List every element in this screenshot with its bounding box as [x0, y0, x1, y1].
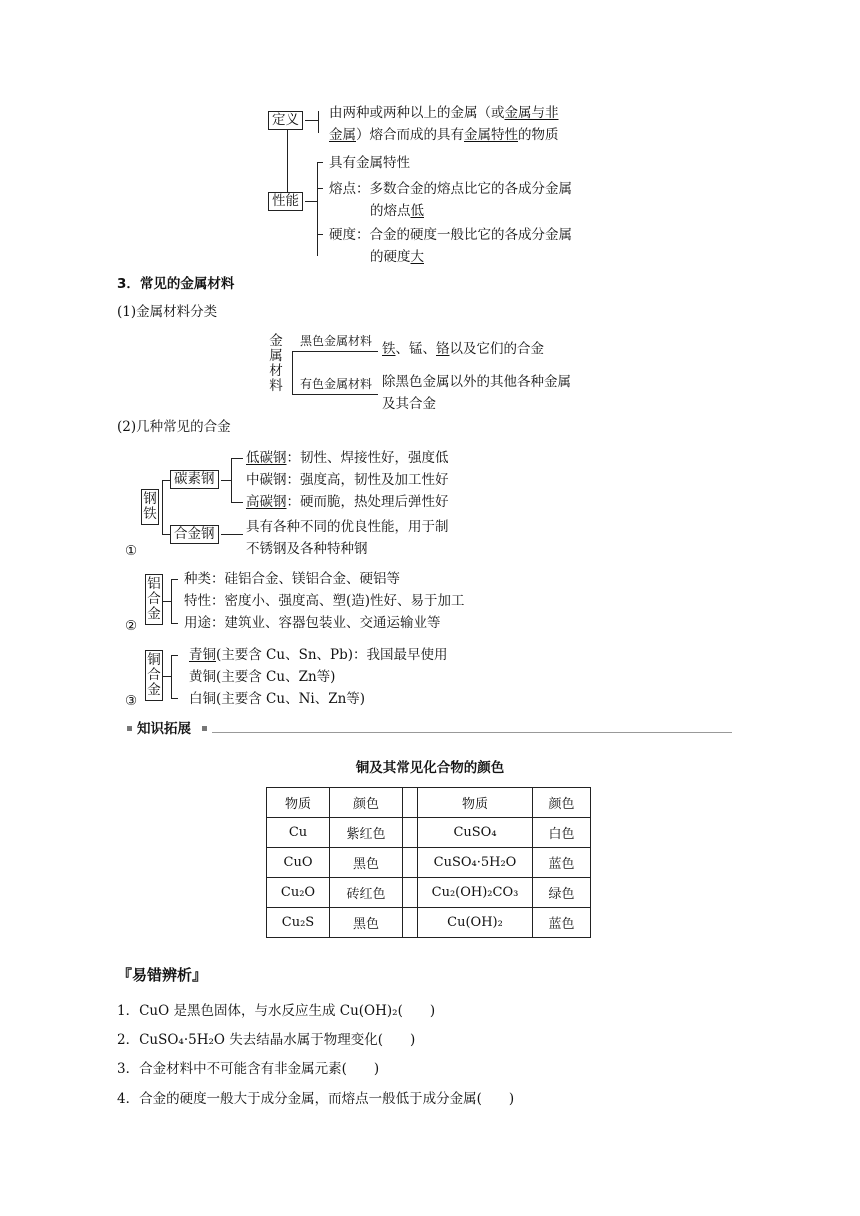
property-metal: 具有金属特性 [329, 155, 410, 171]
table-cell: 蓝色 [533, 908, 591, 938]
mistake-item: 1．CuO 是黑色固体，与水反应生成 Cu(OH)₂( ) [117, 1003, 436, 1019]
bracket-tick [317, 188, 323, 189]
bracket-tick [162, 480, 170, 481]
root-char: 金 [269, 333, 283, 349]
table-cell: 紫红色 [330, 818, 403, 848]
table-row [267, 878, 591, 908]
connector-line [163, 601, 171, 602]
header-cell: 物质 [267, 788, 330, 818]
connector-line [287, 130, 288, 192]
subsection-1-title: (1)金属材料分类 [117, 304, 218, 320]
root-char: 金 [147, 606, 161, 622]
nonferrous-desc-2: 及其合金 [382, 396, 436, 412]
alloy-steel-label: 合金钢 [170, 525, 219, 544]
root-char: 合 [147, 591, 161, 607]
divider-cell [403, 848, 418, 878]
connector-line [221, 534, 243, 535]
bracket-line [317, 162, 318, 256]
mistake-item: 2．CuSO₄·5H₂O 失去结晶水属于物理变化( ) [117, 1032, 416, 1048]
bracket-left: 『 [117, 966, 133, 984]
copper-colors-table [266, 787, 591, 938]
header-cell: 颜色 [330, 788, 403, 818]
table-cell: CuSO₄ [418, 818, 533, 848]
bronze: 青铜(主要含 Cu、Sn、Pb)：我国最早使用 [189, 647, 448, 663]
table-cell: 砖红色 [330, 878, 403, 908]
table-cell: 蓝色 [533, 848, 591, 878]
table-cell: Cu₂O [267, 878, 330, 908]
brass: 黄铜(主要含 Cu、Zn等) [189, 669, 336, 685]
bracket-line [231, 458, 232, 502]
root-char: 合 [147, 667, 161, 683]
property-melting-line-2: 的熔点低 [370, 203, 424, 219]
bracket-tick [171, 579, 178, 580]
table-cell: 白色 [533, 818, 591, 848]
nonferrous-desc-1: 除黑色金属以外的其他各种金属 [382, 374, 571, 390]
connector-line [163, 676, 171, 677]
property-melting-line-1: 熔点：多数合金的熔点比它的各成分金属 [329, 181, 572, 197]
subsection-2-title: (2)几种常见的合金 [117, 419, 231, 435]
header-rule [212, 732, 732, 733]
item-number: ② [125, 618, 138, 634]
alloy-steel-desc-2: 不锈钢及各种特种钢 [246, 541, 368, 557]
branch-line [292, 351, 378, 352]
aluminum-uses: 用途：建筑业、容器包装业、交通运输业等 [184, 615, 441, 631]
divider-cell [403, 818, 418, 848]
root-char: 铜 [147, 652, 161, 668]
bracket-line [318, 111, 319, 133]
low-carbon-steel: 低碳钢：韧性、焊接性好，强度低 [246, 450, 449, 466]
table-cell: Cu₂S [267, 908, 330, 938]
bracket-line [292, 351, 293, 395]
ferrous-label: 黑色金属材料 [300, 334, 373, 348]
bracket-tick [171, 623, 178, 624]
mistakes-title: 易错辨析 [132, 966, 193, 984]
properties-label: 性能 [268, 192, 303, 211]
ferrous-desc: 铁、锰、铬以及它们的合金 [382, 341, 544, 357]
bracket-line [171, 579, 172, 623]
bracket-line [162, 480, 163, 534]
divider-cell [403, 908, 418, 938]
aluminum-types: 种类：硅铝合金、镁铝合金、硬铝等 [184, 571, 400, 587]
bracket-tick [171, 698, 178, 699]
high-carbon-steel: 高碳钢：硬而脆，热处理后弹性好 [246, 494, 449, 510]
bracket-right: 』 [192, 966, 208, 984]
divider-cell [403, 788, 418, 818]
item-number: ③ [125, 693, 138, 709]
table-title: 铜及其常见化合物的颜色 [355, 760, 505, 776]
connector-line [305, 120, 319, 121]
definition-line-1: 由两种或两种以上的金属（或金属与非 [329, 105, 559, 121]
bracket-tick [317, 234, 323, 235]
steel-root [141, 489, 159, 525]
definition-line-2: 金属）熔合而成的具有金属特性的物质 [329, 127, 559, 143]
bracket-tick [231, 502, 243, 503]
table-cell: Cu(OH)₂ [418, 908, 533, 938]
bracket-line [171, 655, 172, 698]
definition-label: 定义 [268, 111, 303, 130]
property-hardness-line-2: 的硬度大 [370, 249, 424, 265]
divider-cell [403, 878, 418, 908]
section-3-title: 3．常见的金属材料 [117, 276, 235, 292]
table-cell: 绿色 [533, 878, 591, 908]
table-header-row [267, 788, 591, 818]
table-cell: 黑色 [330, 848, 403, 878]
cupronickel: 白铜(主要含 Cu、Ni、Zn等) [189, 691, 366, 707]
item-number: ① [125, 543, 138, 559]
aluminum-properties: 特性：密度小、强度高、塑(造)性好、易于加工 [184, 593, 465, 609]
table-cell: Cu₂(OH)₂CO₃ [418, 878, 533, 908]
root-char: 铁 [143, 506, 157, 522]
table-cell: CuO [267, 848, 330, 878]
mistakes-header [117, 966, 207, 984]
root-char: 料 [269, 378, 283, 394]
medium-carbon-steel: 中碳钢：强度高，韧性及加工性好 [246, 472, 449, 488]
carbon-steel-label: 碳素钢 [170, 470, 219, 489]
header-cell: 颜色 [533, 788, 591, 818]
header-dot [127, 726, 132, 731]
connector-line [221, 480, 231, 481]
bracket-tick [231, 458, 243, 459]
root-char: 铝 [147, 576, 161, 592]
root-char: 金 [147, 682, 161, 698]
property-hardness-line-1: 硬度：合金的硬度一般比它的各成分金属 [329, 227, 572, 243]
table-cell: 黑色 [330, 908, 403, 938]
bracket-tick [162, 534, 170, 535]
root-char: 属 [269, 348, 283, 364]
branch-line [292, 394, 378, 395]
header-cell: 物质 [418, 788, 533, 818]
nonferrous-label: 有色金属材料 [300, 377, 373, 391]
knowledge-header-title: 知识拓展 [137, 721, 191, 737]
bracket-tick [317, 162, 323, 163]
mistake-item: 4．合金的硬度一般大于成分金属，而熔点一般低于成分金属( ) [117, 1091, 515, 1107]
root-char: 材 [269, 363, 283, 379]
connector-line [305, 201, 317, 202]
table-row [267, 818, 591, 848]
bracket-tick [171, 655, 178, 656]
header-dot [202, 726, 207, 731]
aluminum-root [145, 574, 163, 625]
table-row [267, 848, 591, 878]
table-row [267, 908, 591, 938]
copper-root [145, 650, 163, 701]
table-cell: Cu [267, 818, 330, 848]
root-char: 钢 [143, 491, 157, 507]
table-cell: CuSO₄·5H₂O [418, 848, 533, 878]
mistake-item: 3．合金材料中不可能含有非金属元素( ) [117, 1061, 380, 1077]
alloy-steel-desc-1: 具有各种不同的优良性能，用于制 [246, 519, 449, 535]
